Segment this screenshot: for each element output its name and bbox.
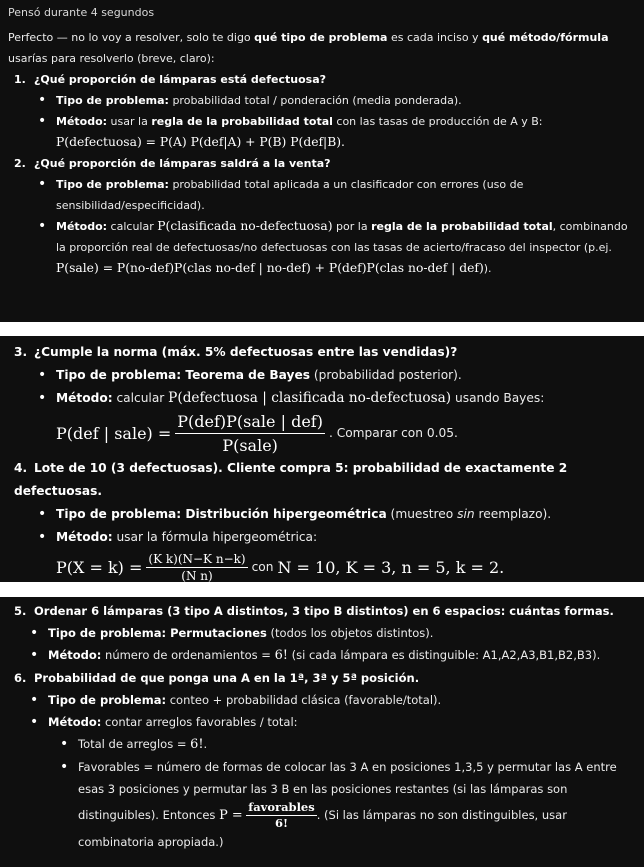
formula-hypergeometric: P(X = k) = $\frac{\text{(K k)(N−K n−k)}}{\text{(N n)}}$ con N = 10, K = 3, n = 5, k = 2. bbox=[56, 552, 505, 583]
question-5-metodo: • Método: número de ordenamientos = 6! (si cada lámpara es distinguible: A1,A2,A3,B1,B2,B3). bbox=[48, 644, 636, 667]
thought-duration-label[interactable]: Pensó durante 4 segundos bbox=[8, 6, 155, 19]
question-6-tipo: • Tipo de problema: conteo + probabilidad clásica (favorable/total). bbox=[48, 689, 636, 711]
question-2-tipo: • Tipo de problema: probabilidad total aplicada a un clasificador con errores (uso de sensibilidad/especificidad). bbox=[56, 174, 636, 216]
question-list-1 bbox=[8, 69, 636, 279]
response-panel-middle bbox=[0, 336, 644, 582]
subpoint-favorables: • Favorables = número de formas de colocar las 3 A en posiciones 1,3,5 y permutar las A entre esas 3 posiciones y permutar las 3 B en las posiciones restantes (si las lámparas son distinguibles). Entonces P = $\frac{\text{favorables}}{6!}$ . (Si las lámparas no son distinguibles, usar combinatoria apropiada.) bbox=[78, 756, 636, 853]
question-4-tipo: • Tipo de problema: Distribución hipergeométrica (muestreo sin reemplazo). bbox=[56, 503, 636, 526]
question-1-tipo: • Tipo de problema: probabilidad total / ponderación (media ponderada). bbox=[56, 90, 636, 111]
question-6-points bbox=[8, 689, 636, 853]
question-6-title: 6. Probabilidad de que ponga una A en la 1ª, 3ª y 5ª posición. bbox=[14, 671, 420, 685]
question-1-title: 1. ¿Qué proporción de lámparas está defectuosa? bbox=[14, 73, 327, 86]
question-1-points bbox=[8, 90, 636, 153]
question-2-points bbox=[8, 174, 636, 279]
question-4-points bbox=[8, 503, 636, 584]
question-6-metodo: • Método: contar arreglos favorables / total: • Total de arreglos = 6!. • Favorables = número de formas de colocar las 3 A en posiciones 1,3,5 y permutar las A entre esas 3 posiciones y permutar las 3 B en las posiciones restantes (si las lámparas son distinguibles). Entonces P = $\frac{\text{favorables}}{6!}$ . (Si las lámparas no son distinguibles, usar combinatoria apropiada.) bbox=[48, 711, 636, 853]
response-panel-top bbox=[0, 0, 644, 322]
question-3-tipo: • Tipo de problema: Teorema de Bayes (probabilidad posterior). bbox=[56, 364, 636, 387]
question-5-title: 5. Ordenar 6 lámparas (3 tipo A distintos, 3 tipo B distintos) en 6 espacios: cuántas formas. bbox=[14, 604, 614, 618]
question-4-title: 4. Lote de 10 (3 defectuosas). Cliente compra 5: probabilidad de exactamente 2 defectuosas. bbox=[14, 461, 568, 498]
intro-paragraph: Perfecto — no lo voy a resolver, solo te digo qué tipo de problema es cada inciso y qué método/fórmula usarías para resolverlo (breve, claro): bbox=[8, 31, 609, 65]
response-panel-bottom bbox=[0, 597, 644, 867]
subpoint-total: • Total de arreglos = 6!. bbox=[78, 733, 636, 756]
question-6-subpoints bbox=[48, 733, 636, 853]
question-1-metodo: • Método: usar la regla de la probabilidad total con las tasas de producción de A y B: P(defectuosa) = P(A) P(def|A) + P(B) P(def|B). bbox=[56, 111, 636, 153]
question-5-tipo: • Tipo de problema: Permutaciones (todos los objetos distintos). bbox=[48, 622, 636, 644]
question-3-title: 3. ¿Cumple la norma (máx. 5% defectuosas entre las vendidas)? bbox=[14, 345, 458, 359]
question-2-title: 2. ¿Qué proporción de lámparas saldrá a la venta? bbox=[14, 157, 331, 170]
question-4-metodo: • Método: usar la fórmula hipergeométrica: P(X = k) = $\frac{\text{(K k)(N−K n−k)}}{\text{(N n)}}$ con N = 10, K = 3, n = 5, k = 2. bbox=[56, 526, 636, 584]
question-3-metodo: • Método: calcular P(defectuosa | clasificada no-defectuosa) usando Bayes: P(def | sale) = $\frac{\text{P(def)P(sale | def)}}{\text{P(sale)}}$ . Comparar con 0.05. bbox=[56, 387, 636, 457]
formula-sale: P(sale) = P(no-def)P(clas no-def | no-def) + P(def)P(clas no-def | def) bbox=[56, 261, 484, 275]
question-5-points bbox=[8, 622, 636, 667]
formula-total-probability: P(defectuosa) = P(A) P(def|A) + P(B) P(def|B). bbox=[56, 135, 345, 149]
question-2-metodo: • Método: calcular P(clasificada no-defectuosa) por la regla de la probabilidad total, combinando la proporción real de defectuosas/no defectuosas con las tasas de acierto/fracaso del inspector (p.ej. P(sale) = P(no-def)P(clas no-def | no-def) + P(def)P(clas no-def | def)). bbox=[56, 216, 636, 279]
question-3-points bbox=[8, 364, 636, 457]
formula-bayes: P(def | sale) = $\frac{\text{P(def)P(sale | def)}}{\text{P(sale)}}$ . Comparar con 0.05. bbox=[56, 412, 458, 455]
